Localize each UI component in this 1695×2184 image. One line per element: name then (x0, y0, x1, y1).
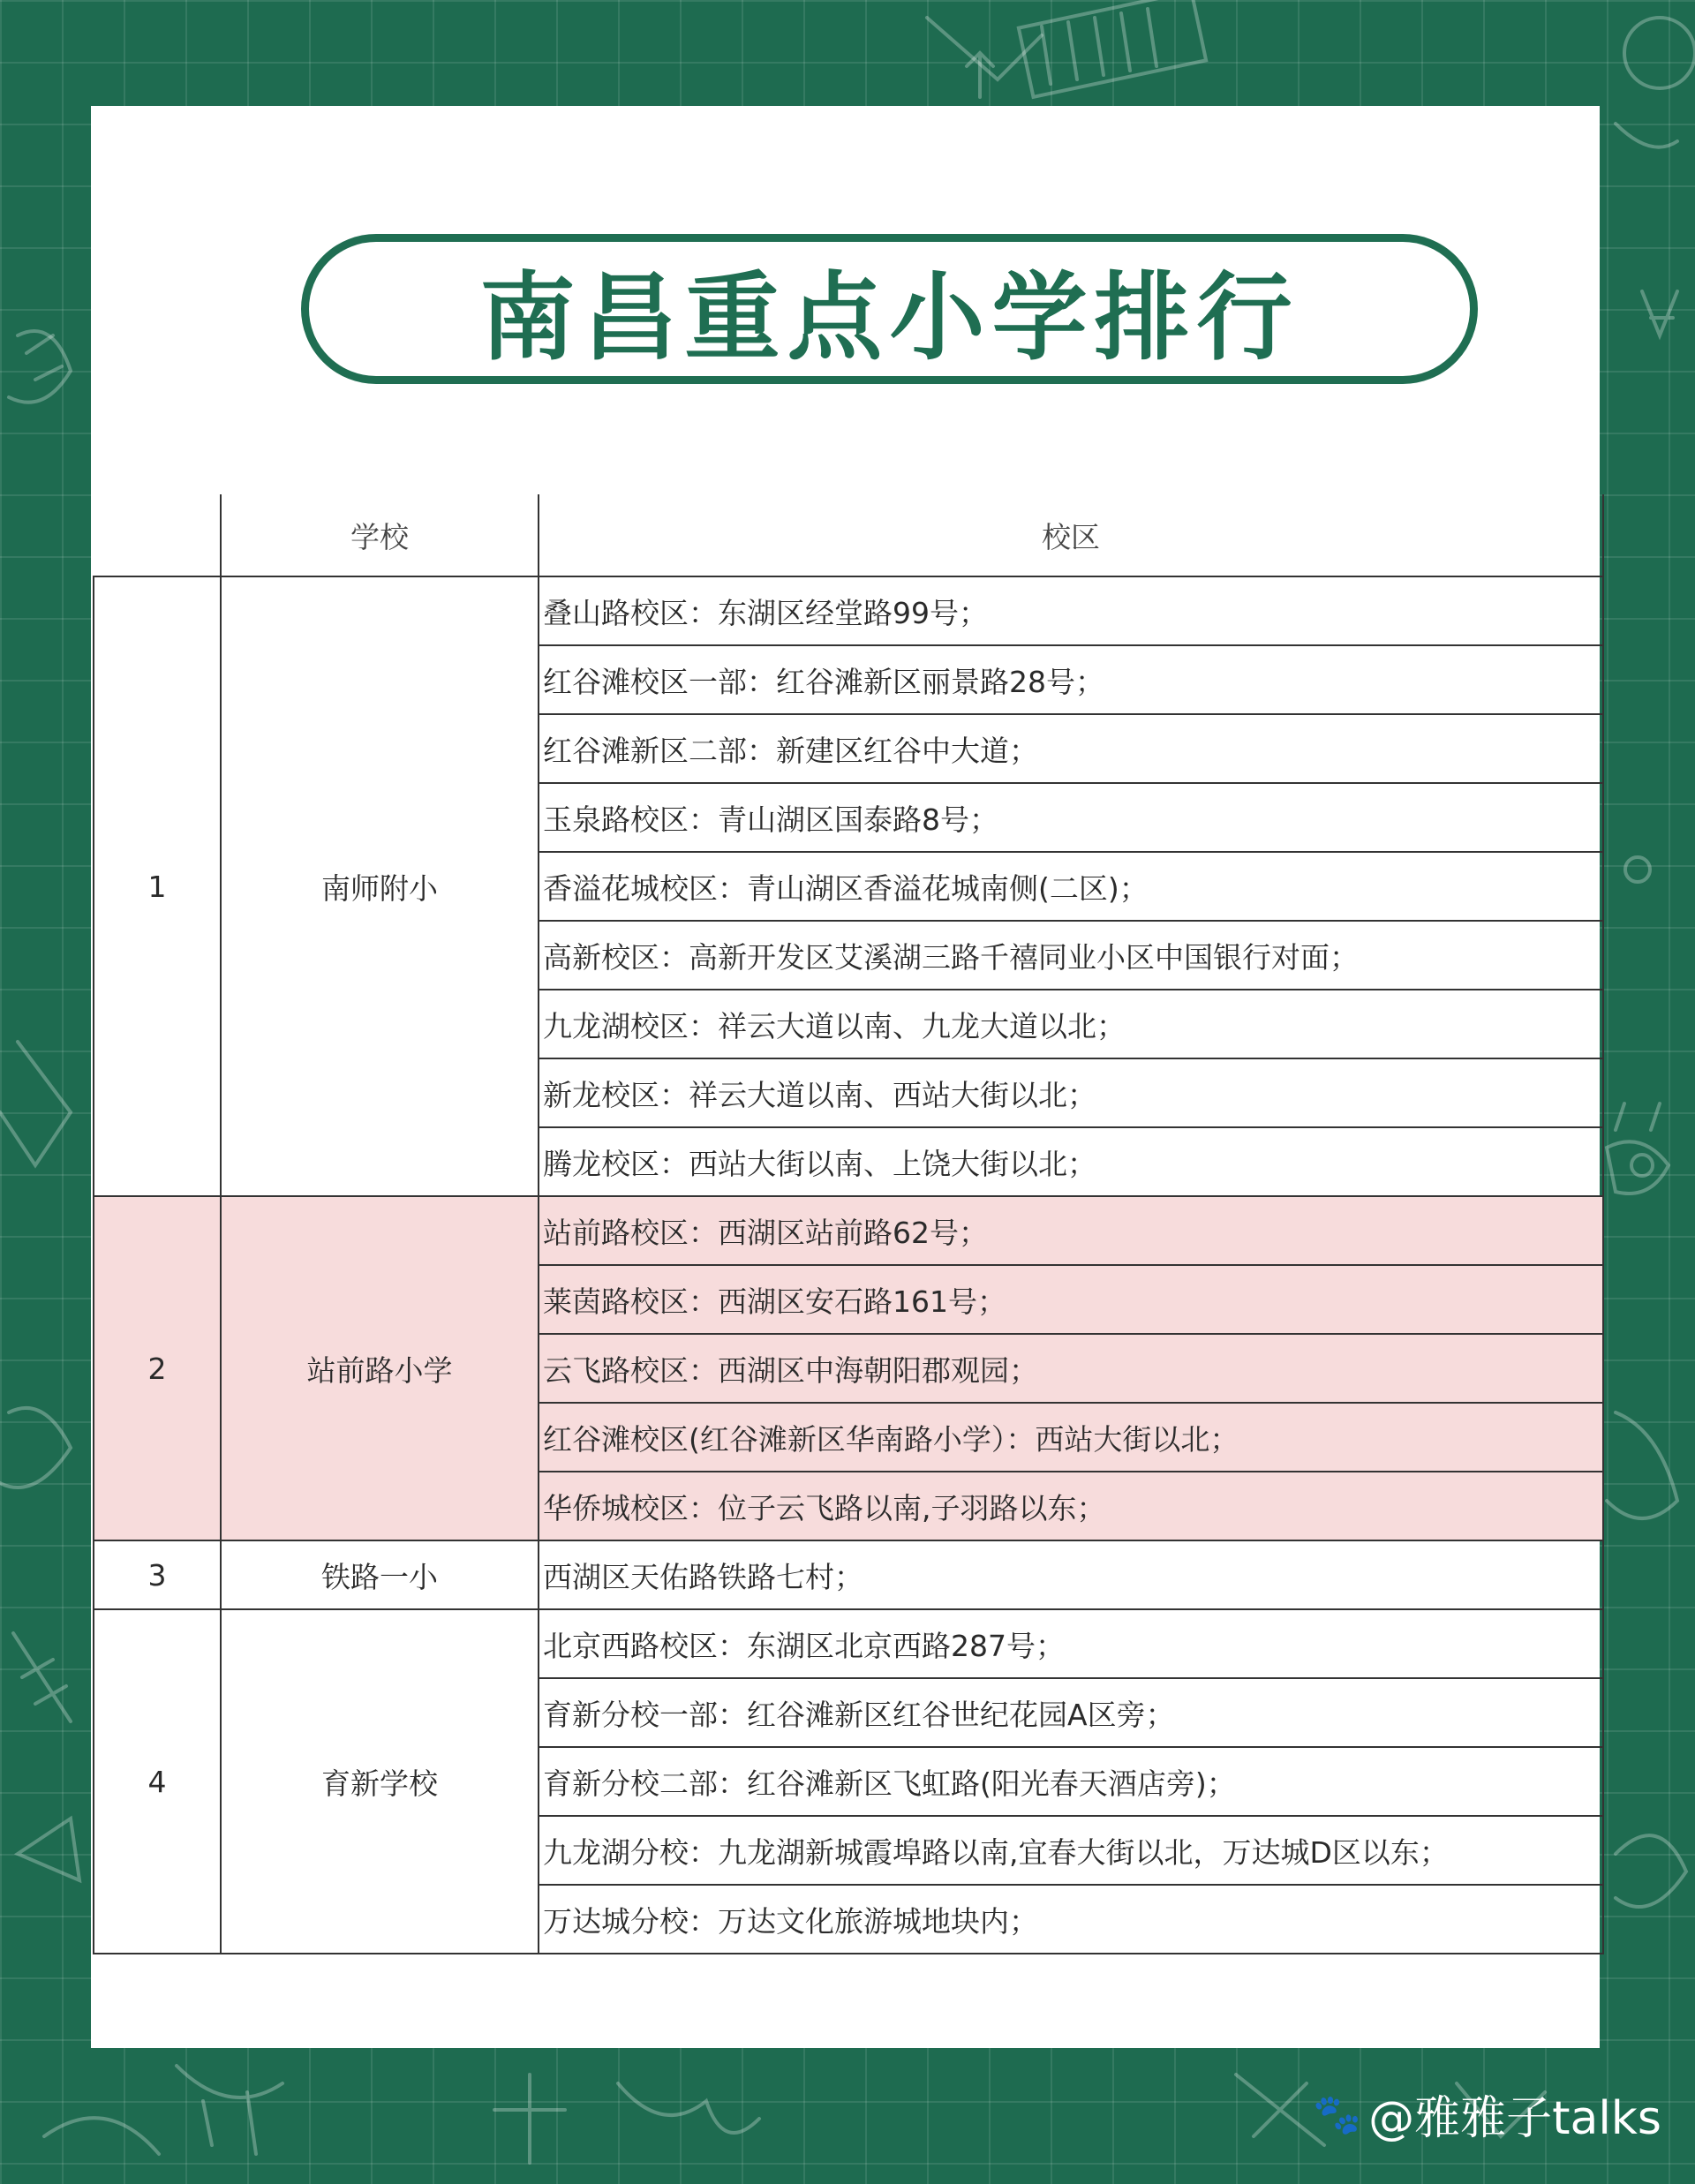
title-banner (301, 234, 1478, 384)
header-school: 学校 (221, 494, 539, 576)
header-rank (94, 494, 221, 576)
campus-address-cell: 叠山路校区：东湖区经堂路99号； (539, 576, 1603, 645)
campus-address-cell: 华侨城校区：位子云飞路以南,子羽路以东； (539, 1472, 1603, 1540)
campus-address-cell: 腾龙校区：西站大街以南、上饶大街以北； (539, 1127, 1603, 1196)
campus-address-cell: 九龙湖校区：祥云大道以南、九龙大道以北； (539, 990, 1603, 1058)
table-body (94, 576, 1603, 1954)
rank-cell: 1 (94, 576, 221, 1196)
rank-cell: 4 (94, 1609, 221, 1954)
campus-address-cell: 高新校区：高新开发区艾溪湖三路千禧同业小区中国银行对面； (539, 921, 1603, 990)
campus-address-cell: 红谷滩新区二部：新建区红谷中大道； (539, 714, 1603, 783)
table-row (94, 576, 1603, 645)
table-header-row (94, 494, 1603, 576)
page-title: 南昌重点小学排行 (479, 262, 1300, 373)
rank-cell: 3 (94, 1540, 221, 1609)
school-table (93, 494, 1604, 1954)
watermark-text: @雅雅子talks (1368, 2092, 1661, 2145)
header-campus: 校区 (539, 494, 1603, 576)
campus-address-cell: 育新分校二部：红谷滩新区飞虹路(阳光春天酒店旁)； (539, 1747, 1603, 1816)
campus-address-cell: 玉泉路校区：青山湖区国泰路8号； (539, 783, 1603, 852)
campus-address-cell: 莱茵路校区：西湖区安石路161号； (539, 1265, 1603, 1334)
paw-icon: 🐾 (1313, 2091, 1362, 2137)
watermark (1313, 2081, 1661, 2147)
table-row (94, 1540, 1603, 1609)
campus-address-cell: 万达城分校：万达文化旅游城地块内； (539, 1885, 1603, 1954)
campus-address-cell: 九龙湖分校：九龙湖新城霞埠路以南,宜春大街以北，万达城D区以东； (539, 1816, 1603, 1885)
campus-address-cell: 北京西路校区：东湖区北京西路287号； (539, 1609, 1603, 1678)
school-name-cell: 铁路一小 (221, 1540, 539, 1609)
school-name-cell: 南师附小 (221, 576, 539, 1196)
campus-address-cell: 云飞路校区：西湖区中海朝阳郡观园； (539, 1334, 1603, 1403)
campus-address-cell: 西湖区天佑路铁路七村； (539, 1540, 1603, 1609)
campus-address-cell: 站前路校区：西湖区站前路62号； (539, 1196, 1603, 1265)
school-name-cell: 站前路小学 (221, 1196, 539, 1540)
campus-address-cell: 红谷滩校区一部：红谷滩新区丽景路28号； (539, 645, 1603, 714)
table-row (94, 1609, 1603, 1678)
school-name-cell: 育新学校 (221, 1609, 539, 1954)
table-row (94, 1196, 1603, 1265)
rank-cell: 2 (94, 1196, 221, 1540)
campus-address-cell: 红谷滩校区(红谷滩新区华南路小学）：西站大街以北； (539, 1403, 1603, 1472)
campus-address-cell: 育新分校一部：红谷滩新区红谷世纪花园A区旁； (539, 1678, 1603, 1747)
campus-address-cell: 香溢花城校区：青山湖区香溢花城南侧(二区)； (539, 852, 1603, 921)
content-card (91, 106, 1600, 2048)
campus-address-cell: 新龙校区：祥云大道以南、西站大街以北； (539, 1058, 1603, 1127)
